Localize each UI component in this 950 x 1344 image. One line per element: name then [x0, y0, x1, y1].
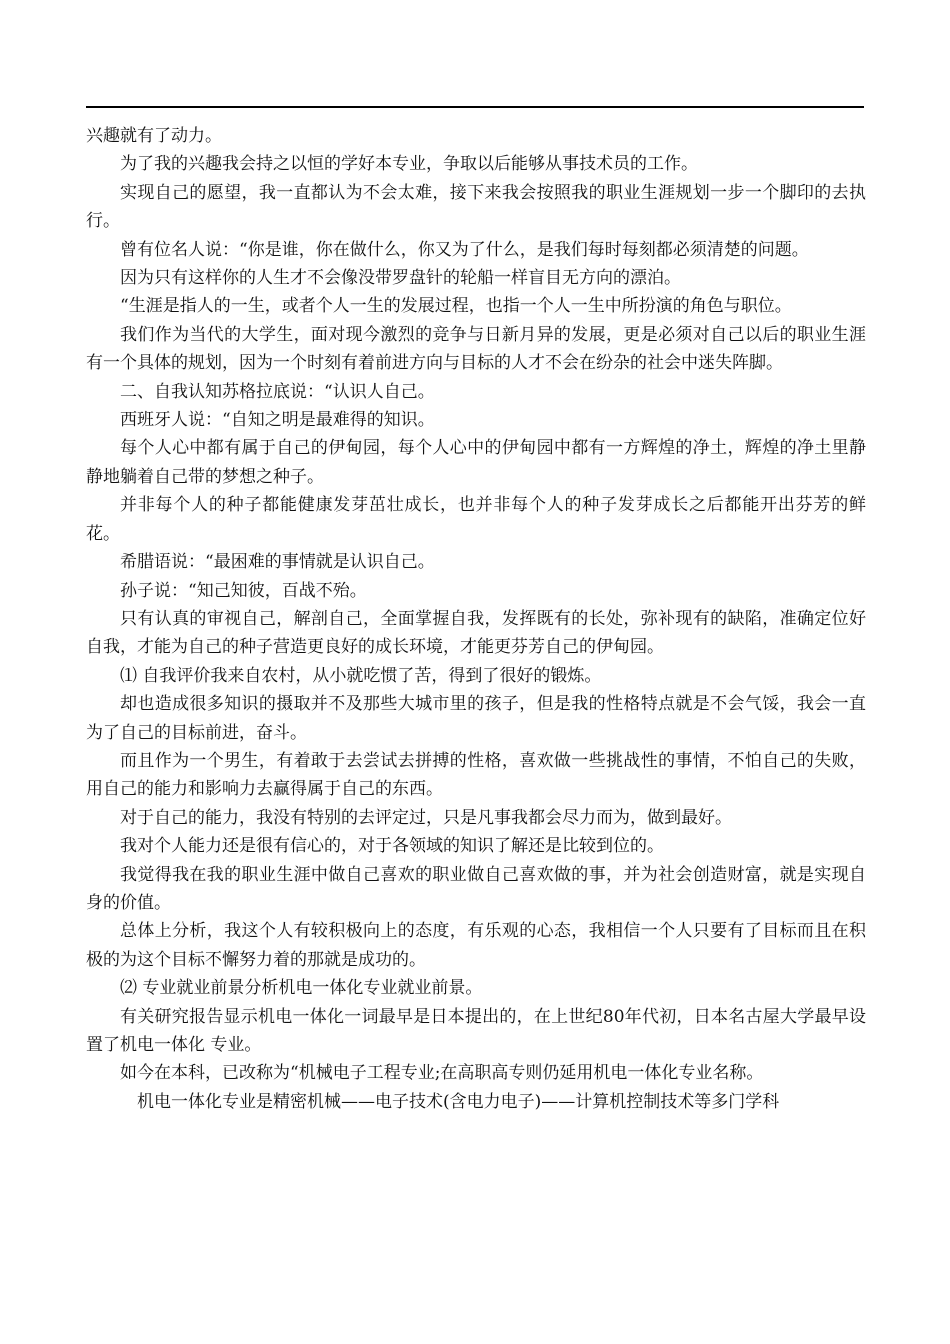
paragraph: 机电一体化专业是精密机械——电子技术(含电力电子)——计算机控制技术等多门学科 — [137, 1091, 780, 1112]
paragraph: 对于自己的能力，我没有特别的去评定过，只是凡事我都会尽力而为，做到最好。 — [120, 807, 732, 828]
paragraph: 实现自己的愿望，我一直都认为不会太难，接下来我会按照我的职业生涯规划一步一个脚印的去执行。 — [86, 182, 866, 232]
document-body — [86, 122, 866, 1116]
paragraph: 孙子说：“知己知彼，百战不殆。 — [120, 580, 367, 601]
paragraph: 而且作为一个男生，有着敢于去尝试去拼搏的性格，喜欢做一些挑战性的事情，不怕自己的失败，用自己的能力和影响力去赢得属于自己的东西。 — [86, 750, 866, 800]
paragraph: 兴趣就有了动力。 — [86, 126, 222, 146]
paragraph: 我觉得我在我的职业生涯中做自己喜欢的职业做自己喜欢做的事，并为社会创造财富，就是实现自身的价值。 — [86, 864, 866, 913]
paragraph: 我们作为当代的大学生，面对现今激烈的竞争与日新月异的发展，更是必须对自己以后的职业生涯有一个具体的规划，因为一个时刻有着前进方向与目标的人才不会在纷杂的社会中迷失阵脚。 — [86, 324, 866, 374]
paragraph: ⑴ 自我评价我来自农村，从小就吃惯了苦，得到了很好的锻炼。 — [120, 665, 602, 686]
paragraph: 总体上分析，我这个人有较积极向上的态度，有乐观的心态，我相信一个人只要有了目标而且在积极的为这个目标不懈努力着的那就是成功的。 — [86, 921, 866, 970]
paragraph: 曾有位名人说：“你是谁，你在做什么，你又为了什么，是我们每时每刻都必须清楚的问题。 — [120, 239, 809, 260]
paragraph: 有关研究报告显示机电一体化一词最早是日本提出的，在上世纪80年代初，日本名古屋大学最早设置了机电一体化 专业。 — [86, 1006, 866, 1055]
paragraph: 每个人心中都有属于自己的伊甸园，每个人心中的伊甸园中都有一方辉煌的净土，辉煌的净土里静静地躺着自己带的梦想之种子。 — [86, 438, 866, 487]
paragraph: 却也造成很多知识的摄取并不及那些大城市里的孩子，但是我的性格特点就是不会气馁，我会一直为了自己的目标前进，奋斗。 — [86, 694, 866, 743]
paragraph: 希腊语说：“最困难的事情就是认识自己。 — [120, 552, 435, 573]
header-rule — [86, 106, 864, 108]
paragraph: 只有认真的审视自己，解剖自己，全面掌握自我，发挥既有的长处，弥补现有的缺陷，准确定位好自我，才能为自己的种子营造更良好的成长环境，才能更芬芳自己的伊甸园。 — [86, 608, 866, 658]
paragraph: 西班牙人说：“自知之明是最难得的知识。 — [120, 410, 435, 431]
paragraph: 为了我的兴趣我会持之以恒的学好本专业，争取以后能够从事技术员的工作。 — [120, 154, 698, 175]
paragraph: 如今在本科，已改称为“机械电子工程专业;在高职高专则仍延用机电一体化专业名称。 — [120, 1063, 764, 1084]
paragraph: “生涯是指人的一生，或者个人一生的发展过程，也指一个人一生中所扮演的角色与职位。 — [120, 296, 792, 317]
paragraph: 并非每个人的种子都能健康发芽茁壮成长，也并非每个人的种子发芽成长之后都能开出芬芳的鲜花。 — [86, 495, 866, 544]
paragraph: 因为只有这样你的人生才不会像没带罗盘针的轮船一样盲目无方向的漂泊。 — [120, 268, 681, 289]
paragraph: 二、自我认知苏格拉底说：“认识人自己。 — [120, 381, 435, 402]
paragraph: ⑵ 专业就业前景分析机电一体化专业就业前景。 — [120, 978, 483, 999]
paragraph: 我对个人能力还是很有信心的，对于各领域的知识了解还是比较到位的。 — [120, 836, 664, 857]
